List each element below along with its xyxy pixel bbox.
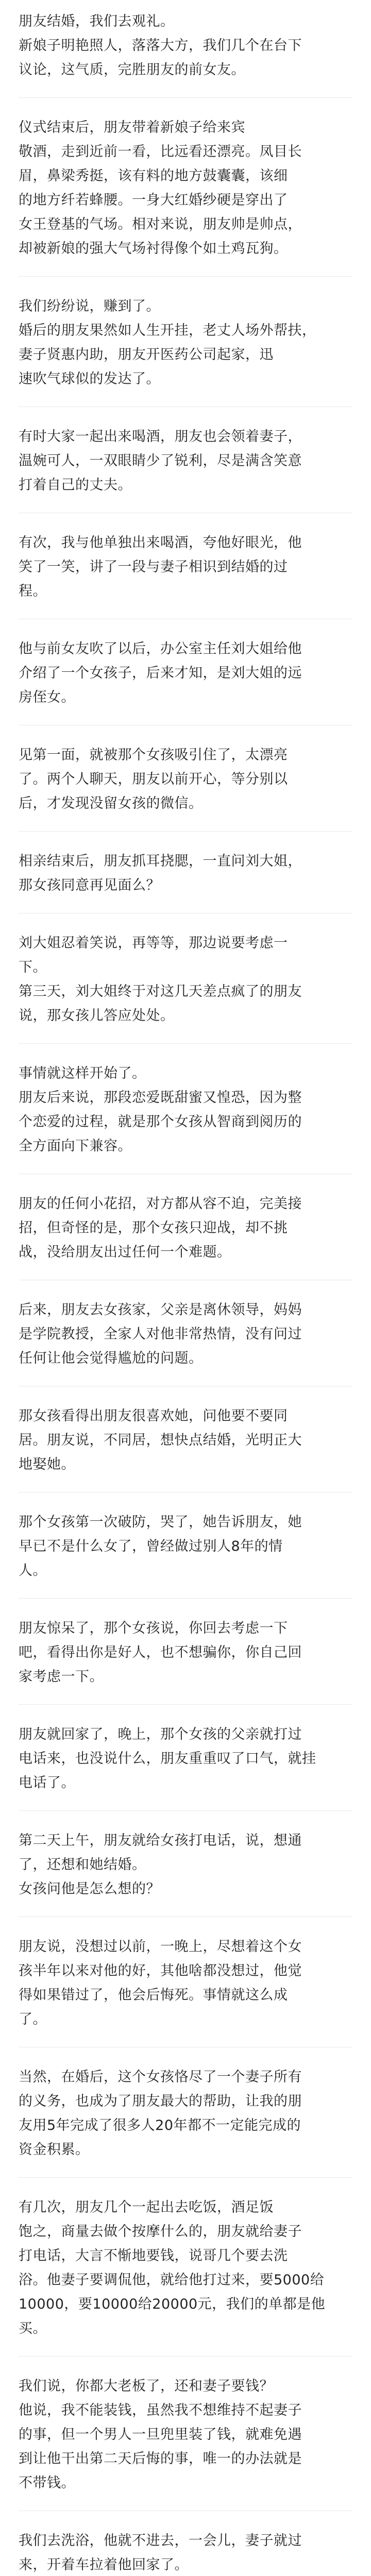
paragraph-line: 他与前女友吹了以后，办公室主任刘大姐给他 <box>19 641 302 657</box>
paragraph-line: 新娘子明艳照人，落落大方，我们几个在台下 <box>19 38 302 54</box>
paragraph-line: 速吹气球似的发达了。 <box>19 371 160 387</box>
paragraph-line: 朋友后来说，那段恋爱既甜蜜又惶恐，因为整 <box>19 1090 302 1106</box>
paragraph <box>19 1061 352 1158</box>
divider <box>19 1043 352 1044</box>
paragraph-line: 说，那女孩儿答应处处。 <box>19 1008 175 1024</box>
paragraph-line: 朋友的任何小花招，对方都从容不迫，完美接 <box>19 1196 302 1212</box>
paragraph-line: 10000，要10000给20000元，我们的单都是他 <box>19 2296 326 2312</box>
paragraph-line: 事情就这样开始了。 <box>19 1065 146 1081</box>
divider <box>19 2177 352 2178</box>
paragraph-line: 程。 <box>19 583 47 599</box>
paragraph-line: 我们纷纷说，赚到了。 <box>19 298 160 314</box>
paragraph-line: 有几次，朋友几个一起出去吃饭，酒足饭 <box>19 2199 274 2215</box>
paragraph-line: 却被新娘的强大气场衬得像个如土鸡瓦狗。 <box>19 241 288 257</box>
paragraph-line: 女王登基的气场。相对来说，朋友帅是帅点， <box>19 216 302 232</box>
paragraph-line: 是学院教授，全家人对他非常热情，没有问过 <box>19 1326 302 1342</box>
divider <box>19 2356 352 2357</box>
paragraph-line: 了。 <box>19 2011 47 2027</box>
divider <box>19 1704 352 1705</box>
paragraph <box>19 1935 352 2031</box>
paragraph-line: 家考虑一下。 <box>19 1669 104 1685</box>
paragraph-line: 笑了一笑，讲了一段与妻子相识到结婚的过 <box>19 559 288 575</box>
paragraph <box>19 931 352 1028</box>
paragraph <box>19 531 352 603</box>
paragraph-line: 妻子贤惠内助，朋友开医药公司起家，迅 <box>19 347 274 363</box>
paragraph-line: 了。两个人聊天，朋友以前开心，等分别以 <box>19 771 288 787</box>
paragraph-line: 友用5年完成了很多人20年都不一定能完成的 <box>19 2117 301 2133</box>
paragraph-line: 我们去洗浴，他就不进去，一会儿，妻子就过 <box>19 2533 302 2549</box>
paragraph-line: 下。 <box>19 959 47 975</box>
paragraph-line: 居。朋友说，不同居，想快点结婚，光明正大 <box>19 1432 302 1448</box>
paragraph-line: 的地方纤若蜂腰。一身大红婚纱硬是穿出了 <box>19 192 288 208</box>
paragraph <box>19 1722 352 1795</box>
paragraph-line: 全方面向下兼容。 <box>19 1138 132 1154</box>
paragraph-line: 敬酒，走到近前一看，比远看还漂亮。凤目长 <box>19 144 302 160</box>
paragraph-line: 仪式结束后，朋友带着新娘子给来宾 <box>19 120 245 135</box>
divider <box>19 1598 352 1599</box>
paragraph-line: 见第一面，就被那个女孩吸引住了，太漂亮 <box>19 747 288 763</box>
paragraph-line: 人。 <box>19 1563 47 1579</box>
paragraph <box>19 425 352 497</box>
paragraph-line: 电话了。 <box>19 1775 75 1791</box>
paragraph-line: 来，开着车拉着他回家了。 <box>19 2557 189 2573</box>
paragraph-line: 招，但奇怪的是，那个女孩只迎战，却不挑 <box>19 1220 288 1236</box>
paragraph <box>19 637 352 709</box>
paragraph-line: 浴。他妻子要调侃他，就给他打过来，要5000给 <box>19 2272 325 2288</box>
paragraph-line: 打电话，大言不惭地要钱，说哥几个要去洗 <box>19 2248 288 2264</box>
paragraph-line: 资金积累。 <box>19 2142 90 2158</box>
paragraph-line: 温婉可人，一双眼睛少了锐利，尽是满含笑意 <box>19 453 302 469</box>
paragraph-line: 战，没给朋友出过任何一个难题。 <box>19 1244 231 1260</box>
divider <box>19 406 352 407</box>
paragraph <box>19 1510 352 1583</box>
divider <box>19 1492 352 1493</box>
paragraph <box>19 2529 352 2576</box>
paragraph-line: 不带钱。 <box>19 2475 75 2491</box>
paragraph-line: 打着自己的丈夫。 <box>19 477 132 493</box>
paragraph-line: 个恋爱的过程，就是那个女孩从智商到阅历的 <box>19 1114 302 1130</box>
paragraph <box>19 2195 352 2341</box>
paragraph-line: 第二天上午，朋友就给女孩打电话，说，想通 <box>19 1833 302 1849</box>
paragraph-line: 吧，看得出你是好人，也不想骗你，你自己回 <box>19 1645 302 1660</box>
paragraph-line: 那女孩看得出朋友很喜欢她，问他要不要同 <box>19 1408 288 1424</box>
paragraph-line: 了，还想和她结婚。 <box>19 1857 146 1873</box>
paragraph-line: 第三天，刘大姐终于对这几天差点疯了的朋友 <box>19 984 302 999</box>
paragraph-line: 相亲结束后，朋友抓耳挠腮，一直问刘大姐， <box>19 853 302 869</box>
paragraph-line: 早已不是什么女了，曾经做过别人8年的情 <box>19 1538 283 1554</box>
paragraph-line: 后，才发现没留女孩的微信。 <box>19 795 203 811</box>
paragraph <box>19 294 352 391</box>
paragraph <box>19 1298 352 1370</box>
paragraph <box>19 9 352 82</box>
divider <box>19 276 352 277</box>
paragraph-line: 议论，这气质，完胜朋友的前女友。 <box>19 62 245 78</box>
paragraph <box>19 2374 352 2495</box>
paragraph-line: 婚后的朋友果然如人生开挂，老丈人场外帮扶， <box>19 323 316 338</box>
paragraph-line: 饱之，商量去做个按摩什么的，朋友就给妻子 <box>19 2224 302 2240</box>
paragraph-line: 朋友说，没想过以前，一晚上，尽想着这个女 <box>19 1939 302 1955</box>
paragraph-line: 房侄女。 <box>19 689 75 705</box>
paragraph-line: 朋友就回家了，晚上，那个女孩的父亲就打过 <box>19 1726 302 1742</box>
paragraph-line: 的事，但一个男人一旦兜里装了钱，就难免遇 <box>19 2427 302 2443</box>
paragraph-line: 当然，在婚后，这个女孩恪尽了一个妻子所有 <box>19 2069 302 2085</box>
paragraph <box>19 1616 352 1689</box>
paragraph-line: 得如果错过了，他会后悔死。事情就这么成 <box>19 1987 288 2003</box>
paragraph-line: 到让他干出第二天后悔的事，唯一的办法就是 <box>19 2451 302 2467</box>
paragraph-line: 后来，朋友去女孩家，父亲是离休领导，妈妈 <box>19 1302 302 1318</box>
paragraph-line: 他说，我不能装钱，虽然我不想维持不起妻子 <box>19 2402 302 2418</box>
divider <box>19 1810 352 1811</box>
divider <box>19 831 352 832</box>
paragraph <box>19 1192 352 1264</box>
paragraph-line: 孩半年以来对他的好，其他啥都没想过，他觉 <box>19 1963 302 1979</box>
paragraph-line: 那女孩同意再见面么？ <box>19 877 160 893</box>
paragraph-line: 有时大家一起出来喝酒，朋友也会领着妻子， <box>19 429 302 445</box>
paragraph-line: 买。 <box>19 2320 47 2336</box>
paragraph-line: 朋友惊呆了，那个女孩说，你回去考虑一下 <box>19 1620 288 1636</box>
paragraph <box>19 2065 352 2162</box>
paragraph <box>19 849 352 897</box>
paragraph <box>19 743 352 816</box>
paragraph-line: 我们说，你都大老板了，还和妻子要钱？ <box>19 2378 274 2394</box>
paragraph-line: 有次，我与他单独出来喝酒，夸他好眼光，他 <box>19 535 302 551</box>
paragraph-line: 刘大姐忍着笑说，再等等，那边说要考虑一 <box>19 935 288 951</box>
paragraph <box>19 1404 352 1477</box>
paragraph-line: 电话来，也没说什么，朋友重重叹了口气，就挂 <box>19 1751 316 1767</box>
paragraph-line: 介绍了一个女孩子，后来才知，是刘大姐的远 <box>19 665 302 681</box>
paragraph-line: 那个女孩第一次破防，哭了，她告诉朋友，她 <box>19 1514 302 1530</box>
paragraph-line: 任何让他会觉得尴尬的问题。 <box>19 1350 203 1366</box>
paragraph-line: 眉，鼻梁秀挺，该有料的地方鼓囊囊，该细 <box>19 168 288 184</box>
paragraph <box>19 1828 352 1901</box>
paragraph-line: 地娶她。 <box>19 1456 75 1472</box>
paragraph <box>19 115 352 261</box>
divider <box>19 97 352 98</box>
paragraph-line: 女孩问他是怎么想的？ <box>19 1881 160 1897</box>
paragraph-line: 朋友结婚，我们去观礼。 <box>19 13 175 29</box>
paragraph-line: 的义务，也成为了朋友最大的帮助，让我的朋 <box>19 2093 302 2109</box>
